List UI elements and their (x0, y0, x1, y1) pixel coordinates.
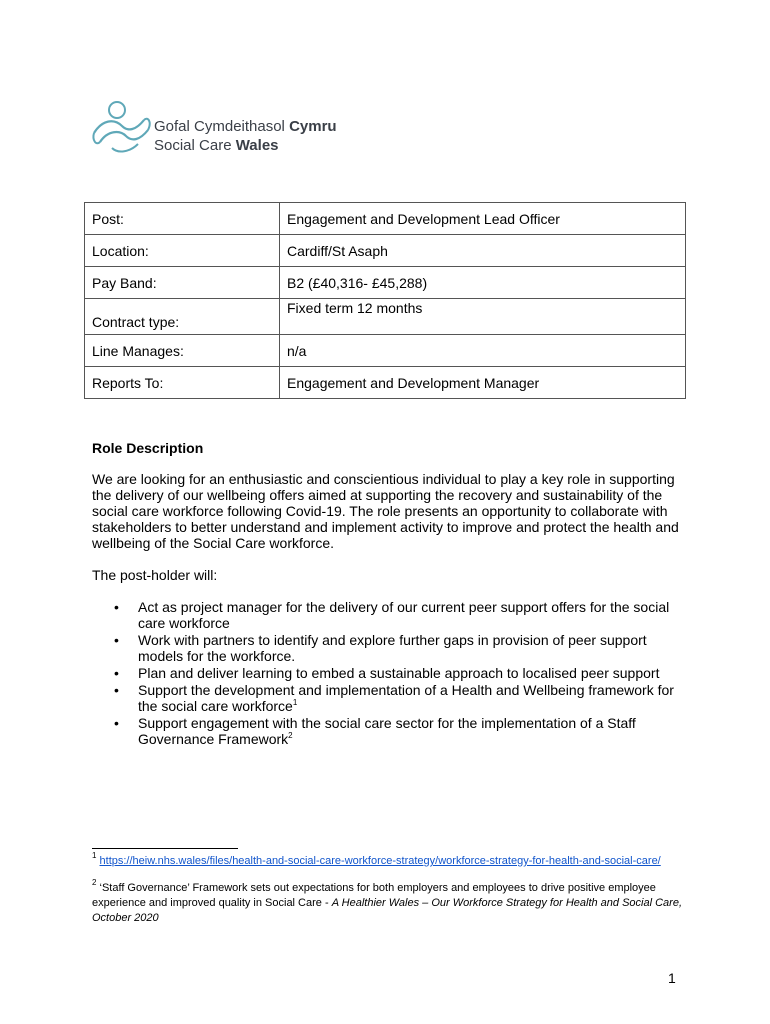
list-item (92, 665, 682, 681)
contract-type-value: Fixed term 12 months (280, 299, 686, 335)
organisation-logo (90, 100, 370, 156)
post-holder-intro: The post-holder will: (92, 567, 218, 583)
role-description-section (92, 440, 682, 748)
pay-band-label: Pay Band: (85, 267, 280, 299)
list-item (92, 599, 682, 631)
logo-welsh-name-bold: Cymru (289, 118, 337, 135)
table-row (85, 299, 686, 335)
footnotes (92, 851, 683, 938)
reports-to-value: Engagement and Development Manager (280, 367, 686, 399)
line-manages-label: Line Manages: (85, 335, 280, 367)
contract-type-label: Contract type: (85, 299, 280, 335)
logo-english-name-bold: Wales (235, 137, 279, 154)
social-care-wales-logo-mark-icon (90, 100, 152, 156)
logo-english-name: Social Care (154, 137, 236, 154)
table-row (85, 235, 686, 267)
bullet-icon: • (114, 599, 119, 615)
page-number: 1 (668, 970, 676, 986)
table-row (85, 267, 686, 299)
reports-to-label: Reports To: (85, 367, 280, 399)
list-item (92, 715, 682, 747)
footnote-2 (92, 878, 683, 926)
list-item (92, 632, 682, 664)
duty-text: Plan and deliver learning to embed a sustainable approach to localised peer support (138, 665, 660, 681)
duty-text: Act as project manager for the delivery of our current peer support offers for the social care workforce (138, 599, 670, 631)
bullet-icon: • (114, 665, 119, 681)
post-value: Engagement and Development Lead Officer (280, 203, 686, 235)
bullet-icon: • (114, 632, 119, 648)
footnote-2-source: A Healthier Wales – Our Workforce Strategy for Health and Social Care, October 2020 (92, 897, 683, 924)
duty-text: Work with partners to identify and explore further gaps in provision of peer support models for the workforce. (138, 632, 647, 664)
footnote-2-text: ‘Staff Governance’ Framework sets out expectations for both employers and employees to drive positive employee experience and improved quality in Social Care - (92, 882, 656, 909)
location-value: Cardiff/St Asaph (280, 235, 686, 267)
role-description-heading: Role Description (92, 440, 204, 456)
footnote-ref-1[interactable]: 1 (292, 698, 298, 707)
footnote-1 (92, 851, 682, 869)
footnote-divider (92, 848, 238, 849)
bullet-icon: • (114, 715, 119, 731)
footnote-1-link[interactable]: https://heiw.nhs.wales/files/health-and-social-care-workforce-strategy/workforce-strategy-for-health-and-social-care/ (99, 855, 661, 867)
duty-text: Support engagement with the social care sector for the implementation of a Staff Governance Framework (138, 715, 636, 747)
table-row (85, 367, 686, 399)
footnote-2-mark: 2 (92, 878, 97, 887)
footnote-ref-2[interactable]: 2 (288, 731, 293, 740)
line-manages-value: n/a (280, 335, 686, 367)
job-details-table (84, 202, 686, 399)
bullet-icon: • (114, 682, 119, 698)
table-row (85, 203, 686, 235)
duties-list (92, 599, 682, 747)
pay-band-value: B2 (£40,316- £45,288) (280, 267, 686, 299)
logo-wordmark (154, 117, 337, 155)
logo-welsh-name: Gofal Cymdeithasol (154, 118, 290, 135)
location-label: Location: (85, 235, 280, 267)
role-description-text: We are looking for an enthusiastic and conscientious individual to play a key role in supporting the delivery of our wellbeing offers aimed at supporting the recovery and sustainability of the social care workforce following Covid-19. The role presents an opportunity to collaborate with stakeholders to better understand and implement activity to improve and protect the health and wellbeing of the Social Care workforce. (92, 471, 679, 551)
footnote-1-mark: 1 (92, 851, 97, 860)
duty-text: Support the development and implementation of a Health and Wellbeing framework for the social care workforce (138, 682, 674, 714)
table-row (85, 335, 686, 367)
list-item (92, 682, 682, 714)
post-label: Post: (85, 203, 280, 235)
